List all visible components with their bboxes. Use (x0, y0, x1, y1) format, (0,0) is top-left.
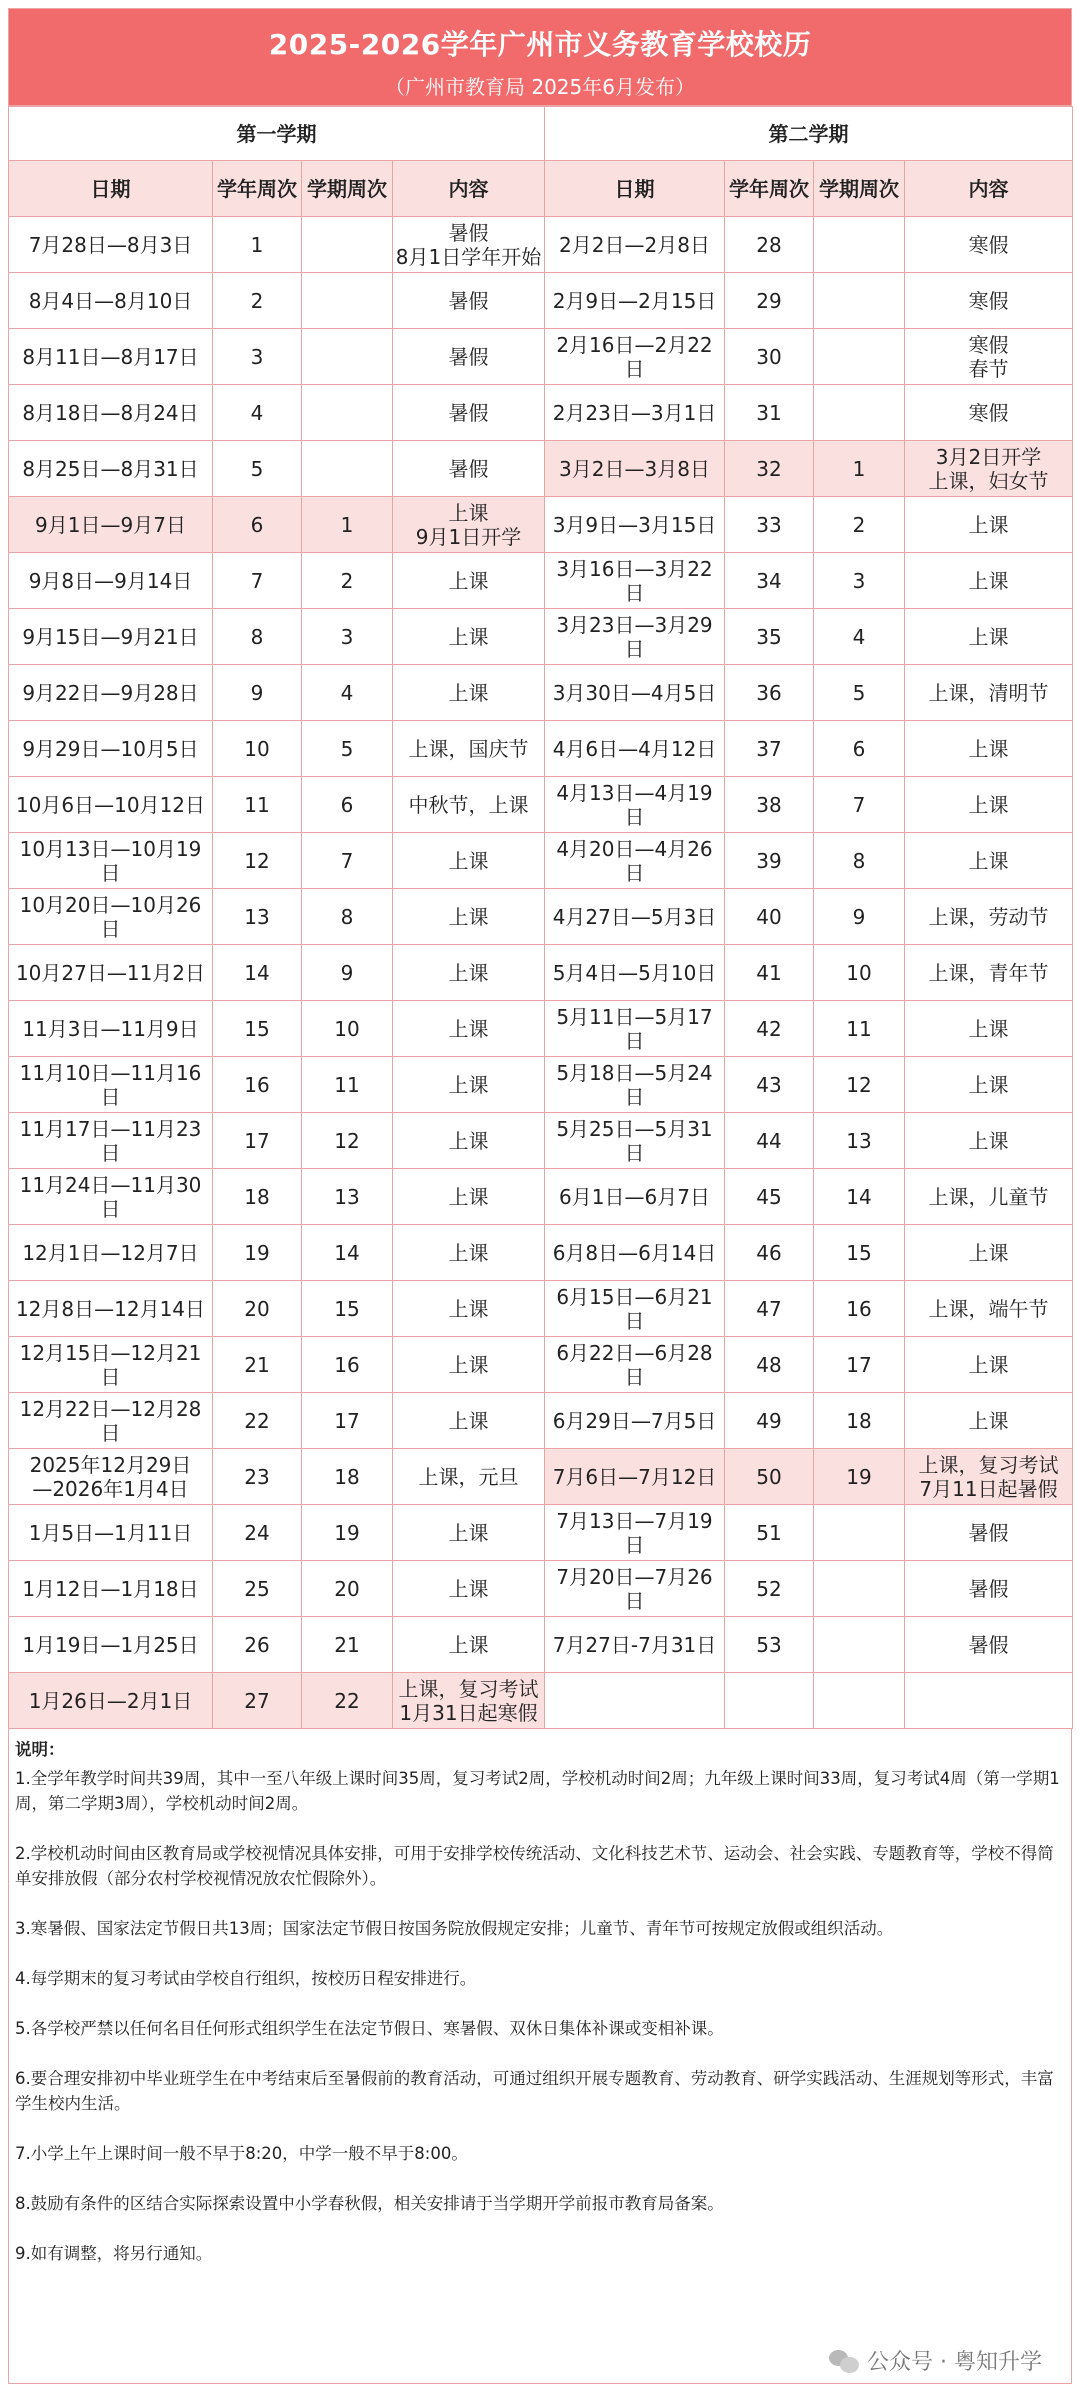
year-week-cell: 45 (725, 1169, 814, 1225)
date-cell: 1月26日—2月1日 (9, 1673, 213, 1729)
table-row (9, 721, 1073, 777)
year-week-cell: 12 (213, 833, 302, 889)
content-cell: 上课 (393, 665, 545, 721)
term-week-cell: 5 (814, 665, 905, 721)
year-week-cell: 50 (725, 1449, 814, 1505)
date-cell: 9月8日—9月14日 (9, 553, 213, 609)
content-cell: 寒假 春节 (905, 329, 1073, 385)
table-row (9, 385, 1073, 441)
date-cell: 9月1日—9月7日 (9, 497, 213, 553)
year-week-cell: 47 (725, 1281, 814, 1337)
date-cell: 9月15日—9月21日 (9, 609, 213, 665)
table-row (9, 777, 1073, 833)
date-cell: 3月16日—3月22日 (545, 553, 725, 609)
table-row (9, 1225, 1073, 1281)
year-week-cell: 49 (725, 1393, 814, 1449)
content-cell: 上课 (393, 609, 545, 665)
note-item: 1.全学年教学时间共39周，其中一至八年级上课时间35周，复习考试2周，学校机动时间2周；九年级上课时间33周，复习考试4周（第一学期1周，第二学期3周），学校机动时间2周。 (15, 1769, 1060, 1813)
date-cell: 2月2日—2月8日 (545, 217, 725, 273)
year-week-cell: 34 (725, 553, 814, 609)
content-cell: 寒假 (905, 385, 1073, 441)
year-week-cell: 5 (213, 441, 302, 497)
content-cell: 上课 (393, 1057, 545, 1113)
notes-section (8, 1729, 1072, 2384)
date-cell: 10月13日—10月19日 (9, 833, 213, 889)
content-cell: 上课，端午节 (905, 1281, 1073, 1337)
date-cell: 6月29日—7月5日 (545, 1393, 725, 1449)
calendar-document (8, 8, 1072, 2384)
year-week-cell: 17 (213, 1113, 302, 1169)
date-cell: 7月6日—7月12日 (545, 1449, 725, 1505)
year-week-cell: 22 (213, 1393, 302, 1449)
content-cell: 上课 (905, 1393, 1073, 1449)
date-cell: 4月27日—5月3日 (545, 889, 725, 945)
term-week-cell (814, 1673, 905, 1729)
note-item: 5.各学校严禁以任何名目任何形式组织学生在法定节假日、寒暑假、双休日集体补课或变相补课。 (15, 2019, 724, 2038)
content-cell: 上课 (905, 721, 1073, 777)
note-item: 7.小学上午上课时间一般不早于8:20，中学一般不早于8:00。 (15, 2144, 468, 2163)
date-cell: 2月23日—3月1日 (545, 385, 725, 441)
date-cell: 6月22日—6月28日 (545, 1337, 725, 1393)
content-cell: 暑假 (905, 1505, 1073, 1561)
date-cell: 6月8日—6月14日 (545, 1225, 725, 1281)
date-cell: 11月17日—11月23日 (9, 1113, 213, 1169)
content-cell: 中秋节，上课 (393, 777, 545, 833)
date-cell: 8月18日—8月24日 (9, 385, 213, 441)
year-week-cell: 46 (725, 1225, 814, 1281)
calendar-table (8, 106, 1073, 1729)
year-week-cell: 33 (725, 497, 814, 553)
content-cell: 上课 (393, 1281, 545, 1337)
table-row (9, 1393, 1073, 1449)
content-cell: 上课 (393, 1561, 545, 1617)
note-item: 6.要合理安排初中毕业班学生在中考结束后至暑假前的教育活动，可通过组织开展专题教育、劳动教育、研学实践活动、生涯规划等形式，丰富学生校内生活。 (15, 2069, 1054, 2113)
date-cell: 2月9日—2月15日 (545, 273, 725, 329)
year-week-cell: 48 (725, 1337, 814, 1393)
year-week-cell: 14 (213, 945, 302, 1001)
content-cell (905, 1673, 1073, 1729)
year-week-cell: 11 (213, 777, 302, 833)
content-cell: 上课 (905, 1225, 1073, 1281)
content-cell: 上课 (393, 1225, 545, 1281)
content-cell: 上课，复习考试 1月31日起寒假 (393, 1673, 545, 1729)
term-week-cell: 21 (302, 1617, 393, 1673)
term-week-cell: 10 (302, 1001, 393, 1057)
table-row (9, 945, 1073, 1001)
term-week-cell (302, 217, 393, 273)
col-date-2: 日期 (545, 161, 725, 217)
title-band (8, 8, 1072, 106)
term-week-cell: 13 (302, 1169, 393, 1225)
year-week-cell: 31 (725, 385, 814, 441)
term-week-cell: 16 (814, 1281, 905, 1337)
year-week-cell: 6 (213, 497, 302, 553)
date-cell: 7月27日-7月31日 (545, 1617, 725, 1673)
date-cell: 12月8日—12月14日 (9, 1281, 213, 1337)
date-cell: 1月5日—1月11日 (9, 1505, 213, 1561)
term-week-cell: 6 (814, 721, 905, 777)
term-week-cell (302, 441, 393, 497)
term-week-cell: 12 (814, 1057, 905, 1113)
table-row (9, 1281, 1073, 1337)
table-row (9, 329, 1073, 385)
semester-1-heading: 第一学期 (9, 107, 545, 161)
date-cell: 7月20日—7月26日 (545, 1561, 725, 1617)
date-cell: 1月12日—1月18日 (9, 1561, 213, 1617)
content-cell: 上课 (393, 1001, 545, 1057)
year-week-cell: 13 (213, 889, 302, 945)
year-week-cell: 37 (725, 721, 814, 777)
year-week-cell (725, 1673, 814, 1729)
content-cell: 暑假 (393, 385, 545, 441)
year-week-cell: 51 (725, 1505, 814, 1561)
content-cell: 上课 (393, 945, 545, 1001)
year-week-cell: 39 (725, 833, 814, 889)
year-week-cell: 20 (213, 1281, 302, 1337)
term-week-cell: 6 (302, 777, 393, 833)
content-cell: 暑假 (393, 329, 545, 385)
content-cell: 上课 (393, 1169, 545, 1225)
term-week-cell: 9 (302, 945, 393, 1001)
note-item: 4.每学期末的复习考试由学校自行组织，按校历日程安排进行。 (15, 1969, 477, 1988)
content-cell: 上课，劳动节 (905, 889, 1073, 945)
term-week-cell (814, 273, 905, 329)
table-row (9, 441, 1073, 497)
term-week-cell: 1 (302, 497, 393, 553)
term-week-cell: 8 (814, 833, 905, 889)
date-cell: 10月20日—10月26日 (9, 889, 213, 945)
term-week-cell (814, 217, 905, 273)
content-cell: 上课，清明节 (905, 665, 1073, 721)
date-cell: 7月13日—7月19日 (545, 1505, 725, 1561)
year-week-cell: 52 (725, 1561, 814, 1617)
date-cell: 12月1日—12月7日 (9, 1225, 213, 1281)
term-week-cell: 11 (814, 1001, 905, 1057)
term-week-cell: 17 (302, 1393, 393, 1449)
term-week-cell: 3 (302, 609, 393, 665)
date-cell: 7月28日—8月3日 (9, 217, 213, 273)
content-cell: 暑假 (905, 1561, 1073, 1617)
year-week-cell: 43 (725, 1057, 814, 1113)
term-week-cell: 17 (814, 1337, 905, 1393)
date-cell: 12月22日—12月28日 (9, 1393, 213, 1449)
year-week-cell: 24 (213, 1505, 302, 1561)
table-row (9, 889, 1073, 945)
date-cell: 12月15日—12月21日 (9, 1337, 213, 1393)
term-week-cell (814, 1561, 905, 1617)
table-row (9, 1617, 1073, 1673)
term-week-cell: 14 (814, 1169, 905, 1225)
content-cell: 3月2日开学 上课，妇女节 (905, 441, 1073, 497)
term-week-cell: 15 (302, 1281, 393, 1337)
term-week-cell (814, 1505, 905, 1561)
table-row (9, 665, 1073, 721)
content-cell: 上课 (393, 1113, 545, 1169)
date-cell: 8月11日—8月17日 (9, 329, 213, 385)
term-week-cell: 1 (814, 441, 905, 497)
date-cell: 11月10日—11月16日 (9, 1057, 213, 1113)
term-week-cell: 5 (302, 721, 393, 777)
col-year-week-2: 学年周次 (725, 161, 814, 217)
content-cell: 暑假 (393, 273, 545, 329)
col-date-1: 日期 (9, 161, 213, 217)
date-cell: 10月6日—10月12日 (9, 777, 213, 833)
year-week-cell: 36 (725, 665, 814, 721)
year-week-cell: 7 (213, 553, 302, 609)
term-week-cell (302, 385, 393, 441)
table-row (9, 833, 1073, 889)
content-cell: 上课 (905, 833, 1073, 889)
term-week-cell (814, 385, 905, 441)
year-week-cell: 30 (725, 329, 814, 385)
term-week-cell: 16 (302, 1337, 393, 1393)
date-cell: 3月23日—3月29日 (545, 609, 725, 665)
term-week-cell: 19 (302, 1505, 393, 1561)
year-week-cell: 18 (213, 1169, 302, 1225)
date-cell: 4月6日—4月12日 (545, 721, 725, 777)
year-week-cell: 28 (725, 217, 814, 273)
term-week-cell: 7 (814, 777, 905, 833)
table-row (9, 1057, 1073, 1113)
year-week-cell: 21 (213, 1337, 302, 1393)
table-row (9, 217, 1073, 273)
content-cell: 上课 (393, 833, 545, 889)
year-week-cell: 41 (725, 945, 814, 1001)
content-cell: 上课 (393, 1617, 545, 1673)
date-cell: 5月18日—5月24日 (545, 1057, 725, 1113)
date-cell: 10月27日—11月2日 (9, 945, 213, 1001)
content-cell: 上课 (905, 553, 1073, 609)
page-subtitle: （广州市教育局 2025年6月发布） (385, 75, 695, 99)
year-week-cell: 25 (213, 1561, 302, 1617)
term-week-cell (814, 1617, 905, 1673)
term-week-cell: 13 (814, 1113, 905, 1169)
footer-source (829, 2345, 1042, 2376)
year-week-cell: 44 (725, 1113, 814, 1169)
col-content-1: 内容 (393, 161, 545, 217)
year-week-cell: 15 (213, 1001, 302, 1057)
year-week-cell: 9 (213, 665, 302, 721)
page-title: 2025-2026学年广州市义务教育学校校历 (268, 28, 812, 61)
date-cell: 1月19日—1月25日 (9, 1617, 213, 1673)
year-week-cell: 35 (725, 609, 814, 665)
date-cell: 11月3日—11月9日 (9, 1001, 213, 1057)
content-cell: 上课 (393, 1505, 545, 1561)
term-week-cell: 8 (302, 889, 393, 945)
term-week-cell: 7 (302, 833, 393, 889)
content-cell: 上课 9月1日开学 (393, 497, 545, 553)
content-cell: 上课 (905, 1113, 1073, 1169)
content-cell: 上课 (905, 1057, 1073, 1113)
date-cell: 3月9日—3月15日 (545, 497, 725, 553)
table-row (9, 1113, 1073, 1169)
term-week-cell: 4 (302, 665, 393, 721)
term-week-cell: 4 (814, 609, 905, 665)
content-cell: 上课 (393, 1337, 545, 1393)
date-cell: 4月13日—4月19日 (545, 777, 725, 833)
wechat-icon (829, 2348, 859, 2374)
col-term-week-2: 学期周次 (814, 161, 905, 217)
date-cell: 9月29日—10月5日 (9, 721, 213, 777)
content-cell: 上课 (905, 777, 1073, 833)
year-week-cell: 2 (213, 273, 302, 329)
table-row (9, 609, 1073, 665)
content-cell: 上课 (393, 553, 545, 609)
year-week-cell: 26 (213, 1617, 302, 1673)
content-cell: 上课，青年节 (905, 945, 1073, 1001)
term-week-cell: 18 (814, 1393, 905, 1449)
date-cell: 5月11日—5月17日 (545, 1001, 725, 1057)
term-week-cell: 3 (814, 553, 905, 609)
year-week-cell: 42 (725, 1001, 814, 1057)
year-week-cell: 23 (213, 1449, 302, 1505)
table-row (9, 273, 1073, 329)
table-row (9, 1673, 1073, 1729)
term-week-cell: 15 (814, 1225, 905, 1281)
term-week-cell (302, 329, 393, 385)
date-cell: 9月22日—9月28日 (9, 665, 213, 721)
semester-2-heading: 第二学期 (545, 107, 1073, 161)
term-week-cell (814, 329, 905, 385)
year-week-cell: 1 (213, 217, 302, 273)
table-row (9, 1001, 1073, 1057)
footer-source-text: 公众号 · 粤知升学 (867, 2350, 1042, 2375)
year-week-cell: 8 (213, 609, 302, 665)
term-week-cell: 19 (814, 1449, 905, 1505)
term-week-cell: 9 (814, 889, 905, 945)
year-week-cell: 53 (725, 1617, 814, 1673)
content-cell: 上课，复习考试 7月11日起暑假 (905, 1449, 1073, 1505)
content-cell: 寒假 (905, 273, 1073, 329)
year-week-cell: 10 (213, 721, 302, 777)
content-cell: 上课 (905, 1001, 1073, 1057)
date-cell: 2025年12月29日 —2026年1月4日 (9, 1449, 213, 1505)
col-content-2: 内容 (905, 161, 1073, 217)
term-week-cell: 2 (302, 553, 393, 609)
content-cell: 上课，元旦 (393, 1449, 545, 1505)
content-cell: 暑假 (393, 441, 545, 497)
year-week-cell: 40 (725, 889, 814, 945)
term-week-cell: 18 (302, 1449, 393, 1505)
table-row (9, 553, 1073, 609)
year-week-cell: 38 (725, 777, 814, 833)
content-cell: 寒假 (905, 217, 1073, 273)
table-row (9, 497, 1073, 553)
year-week-cell: 32 (725, 441, 814, 497)
term-week-cell: 12 (302, 1113, 393, 1169)
year-week-cell: 29 (725, 273, 814, 329)
content-cell: 上课 (393, 889, 545, 945)
date-cell: 8月25日—8月31日 (9, 441, 213, 497)
date-cell: 8月4日—8月10日 (9, 273, 213, 329)
date-cell: 2月16日—2月22日 (545, 329, 725, 385)
year-week-cell: 3 (213, 329, 302, 385)
content-cell: 上课，国庆节 (393, 721, 545, 777)
date-cell: 5月25日—5月31日 (545, 1113, 725, 1169)
term-week-cell: 20 (302, 1561, 393, 1617)
date-cell: 3月2日—3月8日 (545, 441, 725, 497)
date-cell: 6月1日—6月7日 (545, 1169, 725, 1225)
year-week-cell: 4 (213, 385, 302, 441)
date-cell: 5月4日—5月10日 (545, 945, 725, 1001)
content-cell: 上课 (905, 609, 1073, 665)
content-cell: 上课 (905, 1337, 1073, 1393)
notes-heading: 说明： (15, 1740, 65, 1759)
note-item: 8.鼓励有条件的区结合实际探索设置中小学春秋假，相关安排请于当学期开学前报市教育局备案。 (15, 2194, 724, 2213)
note-item: 2.学校机动时间由区教育局或学校视情况具体安排，可用于安排学校传统活动、文化科技艺术节、运动会、社会实践、专题教育等，学校不得简单安排放假（部分农村学校视情况放农忙假除外）。 (15, 1844, 1054, 1888)
content-cell: 上课，儿童节 (905, 1169, 1073, 1225)
date-cell (545, 1673, 725, 1729)
table-row (9, 1449, 1073, 1505)
col-year-week-1: 学年周次 (213, 161, 302, 217)
content-cell: 上课 (393, 1393, 545, 1449)
year-week-cell: 19 (213, 1225, 302, 1281)
term-week-cell: 14 (302, 1225, 393, 1281)
content-cell: 暑假 8月1日学年开始 (393, 217, 545, 273)
table-row (9, 1561, 1073, 1617)
date-cell: 6月15日—6月21日 (545, 1281, 725, 1337)
content-cell: 上课 (905, 497, 1073, 553)
term-week-cell: 10 (814, 945, 905, 1001)
term-week-cell: 22 (302, 1673, 393, 1729)
note-item: 3.寒暑假、国家法定节假日共13周；国家法定节假日按国务院放假规定安排；儿童节、青年节可按规定放假或组织活动。 (15, 1919, 894, 1938)
table-row (9, 1505, 1073, 1561)
term-week-cell: 11 (302, 1057, 393, 1113)
content-cell: 暑假 (905, 1617, 1073, 1673)
table-row (9, 1169, 1073, 1225)
table-row (9, 1337, 1073, 1393)
year-week-cell: 27 (213, 1673, 302, 1729)
term-week-cell: 2 (814, 497, 905, 553)
date-cell: 11月24日—11月30日 (9, 1169, 213, 1225)
year-week-cell: 16 (213, 1057, 302, 1113)
note-item: 9.如有调整，将另行通知。 (15, 2244, 213, 2263)
date-cell: 4月20日—4月26日 (545, 833, 725, 889)
col-term-week-1: 学期周次 (302, 161, 393, 217)
term-week-cell (302, 273, 393, 329)
date-cell: 3月30日—4月5日 (545, 665, 725, 721)
